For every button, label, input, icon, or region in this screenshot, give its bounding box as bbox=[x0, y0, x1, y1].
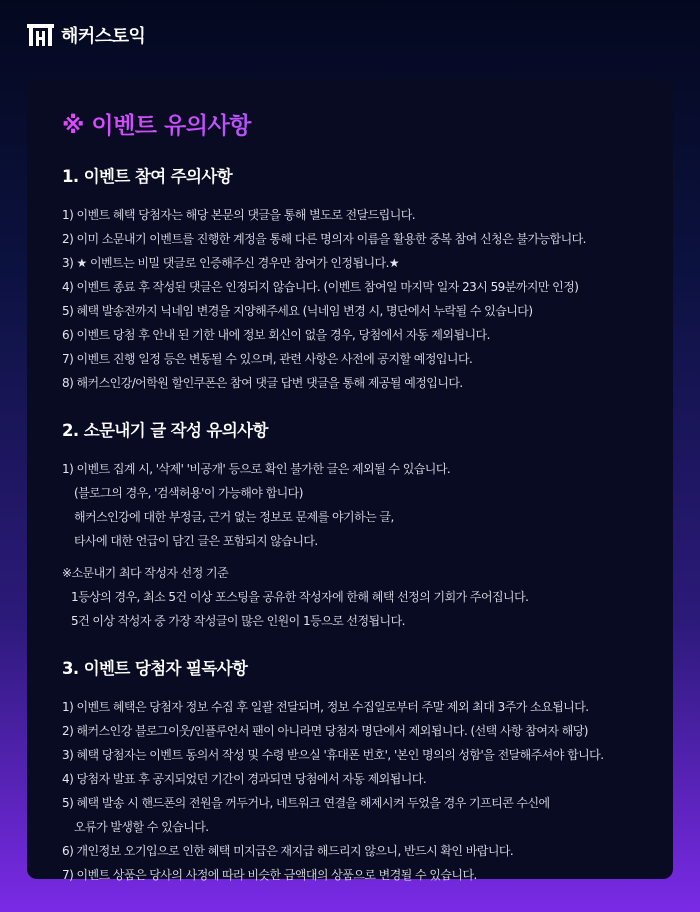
selection-criteria-line: 1등상의 경우, 최소 5건 이상 포스팅을 공유한 작성자에 한해 혜택 선정의 기회가 주어집니다. bbox=[71, 590, 529, 604]
list-item-continuation: 해커스인강에 대한 부정글, 근거 없는 정보로 문제를 야기하는 글, bbox=[74, 510, 394, 524]
section-title: 3. 이벤트 당첨자 필독사항 bbox=[62, 659, 248, 678]
list-item-continuation: (블로그의 경우, '검색허용'이 가능해야 합니다) bbox=[74, 486, 303, 500]
section-title: 2. 소문내기 글 작성 유의사항 bbox=[62, 421, 268, 440]
list-item: 1) 이벤트 혜택 당첨자는 해당 본문의 댓글을 통해 별도로 전달드립니다. bbox=[62, 208, 416, 222]
notice-title: ※ 이벤트 유의사항 bbox=[62, 109, 673, 143]
list-item: 7) 이벤트 상품은 당사의 사정에 따라 비슷한 금액대의 상품으로 변경될 수 있습니다. bbox=[62, 868, 477, 882]
list-item-continuation: 타사에 대한 언급이 담긴 글은 포함되지 않습니다. bbox=[74, 534, 318, 548]
notice-list bbox=[62, 203, 673, 395]
list-item: 5) 혜택 발송 시 핸드폰의 전원을 꺼두거나, 네트워크 연결을 해제시켜 두었을 경우 기프티콘 수신에 bbox=[62, 796, 550, 810]
section-winners bbox=[62, 657, 673, 887]
hackers-logo-icon bbox=[27, 24, 54, 46]
list-item: 1) 이벤트 집계 시, '삭제' '비공개' 등으로 확인 불가한 글은 제외될 수 있습니다. bbox=[62, 462, 451, 476]
list-item: 2) 해커스인강 블로그이웃/인플루언서 팬이 아니라면 당첨자 명단에서 제외됩니다. (선택 사항 참여자 해당) bbox=[62, 724, 588, 738]
list-item: 6) 개인정보 오기입으로 인한 혜택 미지급은 재지급 해드리지 않으니, 반드시 확인 바랍니다. bbox=[62, 844, 514, 858]
selection-criteria-heading: ※소문내기 최다 작성자 선정 기준 bbox=[62, 566, 229, 580]
section-title: 1. 이벤트 참여 주의사항 bbox=[62, 167, 233, 186]
list-item-continuation: 오류가 발생할 수 있습니다. bbox=[74, 820, 209, 834]
notice-list bbox=[62, 695, 673, 887]
list-item: 3) 혜택 당첨자는 이벤트 동의서 작성 및 수령 받으실 '휴대폰 번호', '본인 명의의 성함'을 전달해주셔야 합니다. bbox=[62, 748, 604, 762]
notice-card bbox=[27, 79, 673, 882]
section-posting bbox=[62, 419, 673, 633]
brand-name: 해커스토익 bbox=[61, 26, 146, 47]
list-item: 3) ★ 이벤트는 비밀 댓글로 인증해주신 경우만 참여가 인정됩니다.★ bbox=[62, 256, 400, 270]
section-participation bbox=[62, 165, 673, 395]
list-item: 5) 혜택 발송전까지 닉네임 변경을 지양해주세요 (닉네임 변경 시, 명단에서 누락될 수 있습니다) bbox=[62, 304, 533, 318]
list-item: 4) 당첨자 발표 후 공지되었던 기간이 경과되면 당첨에서 자동 제외됩니다. bbox=[62, 772, 427, 786]
notice-list bbox=[62, 457, 673, 553]
list-item: 7) 이벤트 진행 일정 등은 변동될 수 있으며, 관련 사항은 사전에 공지할 예정입니다. bbox=[62, 352, 473, 366]
list-item: 1) 이벤트 혜택은 당첨자 정보 수집 후 일괄 전달되며, 정보 수집일로부터 주말 제외 최대 3주가 소요됩니다. bbox=[62, 700, 589, 714]
selection-criteria-line: 5건 이상 작성자 중 가장 작성글이 많은 인원이 1등으로 선정됩니다. bbox=[71, 614, 405, 628]
list-item: 6) 이벤트 당첨 후 안내 된 기한 내에 정보 회신이 없을 경우, 당첨에서 자동 제외됩니다. bbox=[62, 328, 490, 342]
list-item: 8) 해커스인강/어학원 할인쿠폰은 참여 댓글 답변 댓글을 통해 제공될 예정입니다. bbox=[62, 376, 463, 390]
list-item: 4) 이벤트 종료 후 작성된 댓글은 인정되지 않습니다. (이벤트 참여일 마지막 일자 23시 59분까지만 인정) bbox=[62, 280, 579, 294]
list-item: 2) 이미 소문내기 이벤트를 진행한 계정을 통해 다른 명의자 이름을 활용한 중복 참여 신청은 불가능합니다. bbox=[62, 232, 586, 246]
brand-logo[interactable] bbox=[27, 22, 145, 48]
